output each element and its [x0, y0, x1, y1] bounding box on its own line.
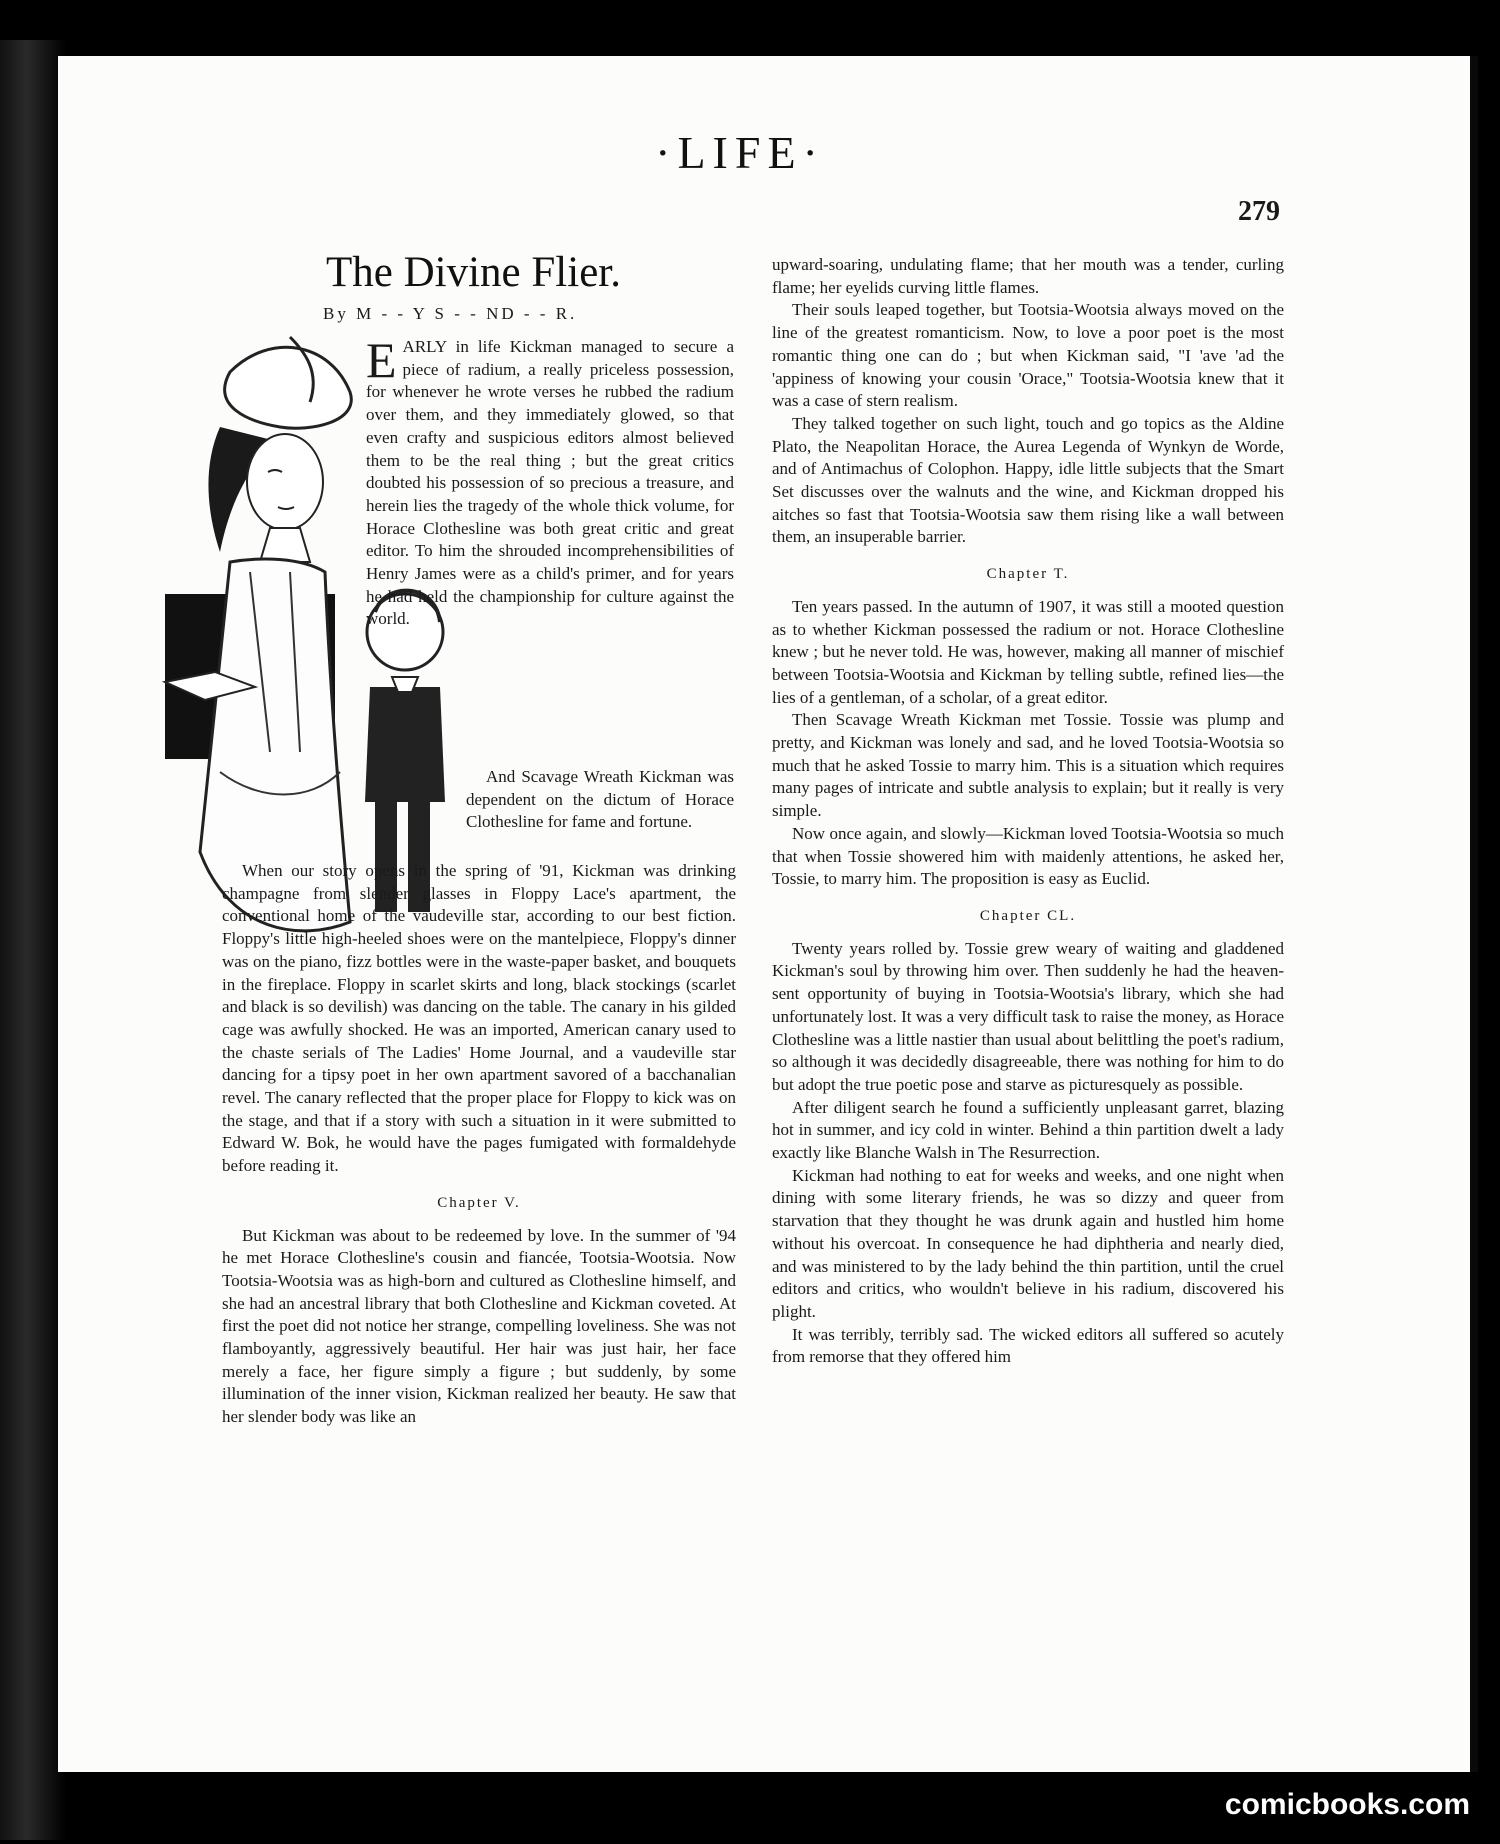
paragraph: After diligent search he found a sufficiently unpleasant garret, blazing hot in summer, and icy cold in winter. Behind a thin partition dwelt a lady exactly like Blanche Walsh in The Resurrection. [772, 1097, 1284, 1163]
watermark: comicbooks.com [1224, 1788, 1470, 1821]
paragraph: Ten years passed. In the autumn of 1907, it was still a mooted question as to whether Kickman possessed the radium or not. Horace Clothesline knew ; but he never told. He was, however, making all manner of mischief between Tootsia-Wootsia and Kickman by telling subtle, refined lies—the lies of a gentleman, of a scholar, of a great editor. [772, 596, 1284, 707]
column-2 [772, 254, 1284, 1369]
article-title: The Divine Flier. [326, 249, 621, 296]
intro-paragraph: ARLY in life Kickman managed to secure a piece of radium, a really priceless possession, for whenever he wrote verses he rubbed the radium over them, and they immediately glowed, so that even crafty and suspicious editors almost believed them to be the real thing ; but the great critics doubted his possession of so precious a treasure, and herein lies the tragedy of the whole thick volume, for Horace Clothesline was both great critic and great editor. To him the shrouded incomprehensibilities of Henry James were as a child's primer, and for years he had held the championship for culture against the world. [366, 337, 734, 629]
byline: By M - - Y S - - ND - - R. [323, 304, 578, 323]
chapter-heading: Chapter CL. [979, 907, 1077, 924]
paragraph: Twenty years rolled by. Tossie grew weary of waiting and gladdened Kickman's soul by throwing him over. Then suddenly he had the heaven-sent opportunity of buying in Tootsia-Wootsia's library, which she had unfortunately lost. It was a very difficult task to raise the money, as Horace Clothesline was a little nastier than usual about belittling the poet's radium, so although it was decidedly disagreeable, there was nothing for him to do but adopt the true poetic pose and starve as picturesquely as possible. [772, 938, 1284, 1094]
page-number: 279 [1238, 196, 1280, 227]
binding-shadow [0, 40, 66, 1840]
paragraph: Kickman had nothing to eat for weeks and weeks, and one night when dining with some literary friends, he was so dizzy and queer from starvation that they thought he was drunk again and hustled him home without his overcoat. In consequence he had diphtheria and nearly died, and was ministered to by the lady behind the thin partition, until the cruel editors and critics, who wouldn't believe in his radium, discovered his plight. [772, 1165, 1284, 1321]
column-1-lower [222, 860, 736, 1429]
column-1-intro [366, 332, 734, 631]
chapter-heading: Chapter T. [986, 566, 1070, 583]
paragraph: And Scavage Wreath Kickman was dependent on the dictum of Horace Clothesline for fame and fortune. [466, 767, 734, 832]
paragraph: When our story opens in the spring of '91, Kickman was drinking champagne from slender glasses in Floppy Lace's apartment, the conventional home of the vaudeville star, according to our best fiction. Floppy's little high-heeled shoes were on the mantelpiece, Floppy's dinner was on the piano, fizz bottles were in the waste-paper basket, and bouquets in the fireplace. Floppy in scarlet skirts and long, black stockings (scarlet and black is so devilish) was dancing on the table. The canary in his gilded cage was awfully shocked. He was an imported, American canary used to the chaste serials of The Ladies' Home Journal, and a vaudeville star dancing for a tipsy poet in her own apartment savored of a bacchanalian revel. The canary reflected that the proper place for Floppy to kick was on the stage, and that if a story with such a situation in it were submitted to Edward W. Bok, he would have the pages fumigated with formaldehyde before reading it. [222, 861, 736, 1176]
column-1-wrap [466, 766, 734, 834]
masthead: ·LIFE· [655, 127, 825, 178]
paragraph: But Kickman was about to be redeemed by love. In the summer of '94 he met Horace Clothesline's cousin and fiancée, Tootsia-Wootsia. Now Tootsia-Wootsia was as high-born and cultured as Clothesline himself, and she had an ancestral library that both Clothesline and Kickman coveted. At first the poet did not notice her strange, compelling loveliness. She was not flamboyantly, aggressively beautiful. Her hair was just hair, her face merely a face, her figure simply a figure ; but suddenly, by some illumination of the inner vision, Kickman realized her beauty. He saw that her slender body was like an [222, 1225, 736, 1427]
paragraph: upward-soaring, undulating flame; that her mouth was a tender, curling flame; her eyelids curving little flames. [772, 255, 1284, 297]
chapter-heading: Chapter V. [437, 1194, 521, 1211]
paragraph: It was terribly, terribly sad. The wicked editors all suffered so acutely from remorse that they offered him [772, 1324, 1284, 1367]
paragraph: Their souls leaped together, but Tootsia-Wootsia always moved on the line of the greatest romanticism. Now, to love a poor poet is the most romantic thing one can do ; but when Kickman said, "I 'ave 'ad the 'appiness of knowing your cousin 'Orace," Tootsia-Wootsia knew that it was a case of stern realism. [772, 300, 1284, 411]
paragraph: They talked together on such light, touch and go topics as the Aldine Plato, the Neapolitan Horace, the Aurea Legenda of Wynkyn de Worde, and of Antimachus of Colophon. Happy, idle little subjects that the Smart Set discusses over the walnuts and the wine, and Kickman dropped his aitches so fast that Tootsia-Wootsia saw them rising like a wall between them, an insuperable barrier. [772, 413, 1284, 547]
paragraph: Then Scavage Wreath Kickman met Tossie. Tossie was plump and pretty, and Kickman was lonely and sad, and he loved Tootsia-Wootsia so much that he asked Tossie to marry him. This is a situation which requires many pages of intricate and subtle analysis to explain; but it really is very simple. [772, 710, 1284, 821]
drop-cap: E [366, 332, 397, 388]
page-edge [1470, 56, 1478, 1772]
paragraph: Now once again, and slowly—Kickman loved Tootsia-Wootsia so much that when Tossie showered him with maidenly attentions, he asked her, Tossie, to marry him. The proposition is easy as Euclid. [772, 823, 1284, 889]
